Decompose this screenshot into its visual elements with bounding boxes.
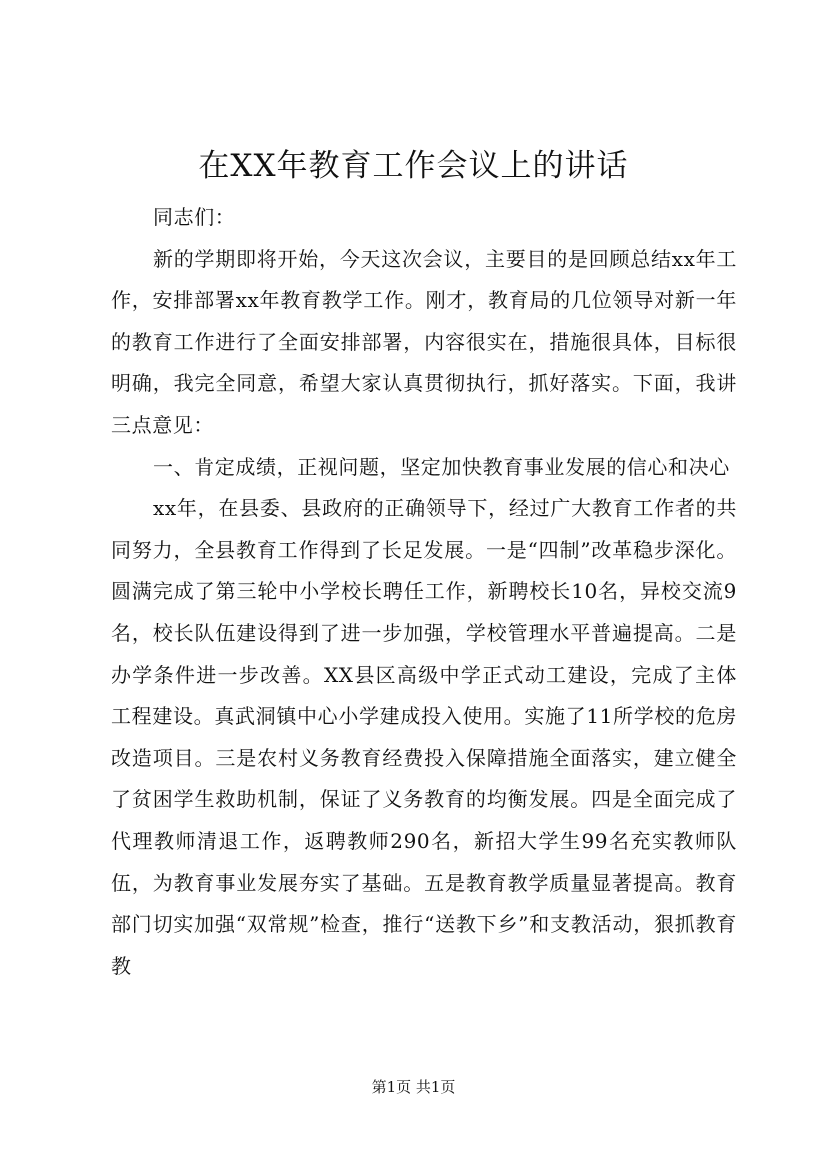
page-footer: 第1页 共1页 xyxy=(371,1078,456,1096)
paragraph-intro: 新的学期即将开始，今天这次会议，主要目的是回顾总结xx年工作，安排部署xx年教育教学工作。刚才，教育局的几位领导对新一年的教育工作进行了全面安排部署，内容很实在，措施很具体，目标很明确，我完全同意，希望大家认真贯彻执行，抓好落实。下面，我讲三点意见： xyxy=(111,246,737,437)
document-body xyxy=(111,197,737,987)
paragraph-achievements: xx年，在县委、县政府的正确领导下，经过广大教育工作者的共同努力，全县教育工作得到了长足发展。一是“四制”改革稳步深化。圆满完成了第三轮中小学校长聘任工作，新聘校长10名，异校交流9名，校长队伍建设得到了进一步加强，学校管理水平普遍提高。二是办学条件进一步改善。XX县区高级中学正式动工建设，完成了主体工程建设。真武洞镇中心小学建成投入使用。实施了11所学校的危房改造项目。三是农村义务教育经费投入保障措施全面落实，建立健全了贫困学生救助机制，保证了义务教育的均衡发展。四是全面完成了代理教师清退工作，返聘教师290名，新招大学生99名充实教师队伍，为教育事业发展夯实了基础。五是教育教学质量显著提高。教育部门切实加强“双常规”检查，推行“送教下乡”和支教活动，狠抓教育教 xyxy=(111,496,737,978)
section-heading-1: 一、肯定成绩，正视问题，坚定加快教育事业发展的信心和决心 xyxy=(153,454,730,479)
document-title: 在XX年教育工作会议上的讲话 xyxy=(198,148,629,184)
salutation: 同志们： xyxy=(153,205,236,229)
